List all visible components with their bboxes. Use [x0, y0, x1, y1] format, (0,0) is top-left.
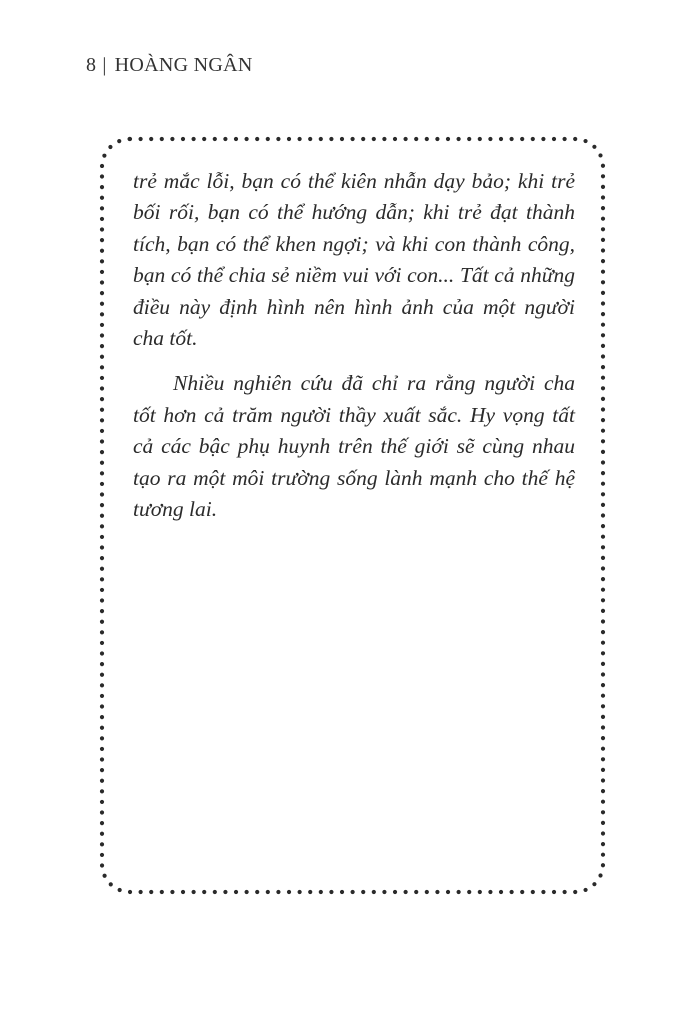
- boxed-text: [133, 166, 575, 525]
- page-number: 8: [86, 54, 97, 76]
- paragraph-1: trẻ mắc lỗi, bạn có thể kiên nhẫn dạy bảo; khi trẻ bối rối, bạn có thể hướng dẫn; khi trẻ đạt thành tích, bạn có thể khen ngợi; và khi con thành công, bạn có thể chia sẻ niềm vui với con... Tất cả những điều này định hình nên hình ảnh của một người cha tốt.: [133, 169, 575, 351]
- author-name: HOÀNG NGÂN: [114, 54, 253, 76]
- header-separator: |: [102, 54, 107, 76]
- paragraph-2: Nhiều nghiên cứu đã chỉ ra rằng người cha tốt hơn cả trăm người thầy xuất sắc. Hy vọng tất cả các bậc phụ huynh trên thế giới sẽ cùng nhau tạo ra một môi trường sống lành mạnh cho thế hệ tương lai.: [133, 371, 575, 522]
